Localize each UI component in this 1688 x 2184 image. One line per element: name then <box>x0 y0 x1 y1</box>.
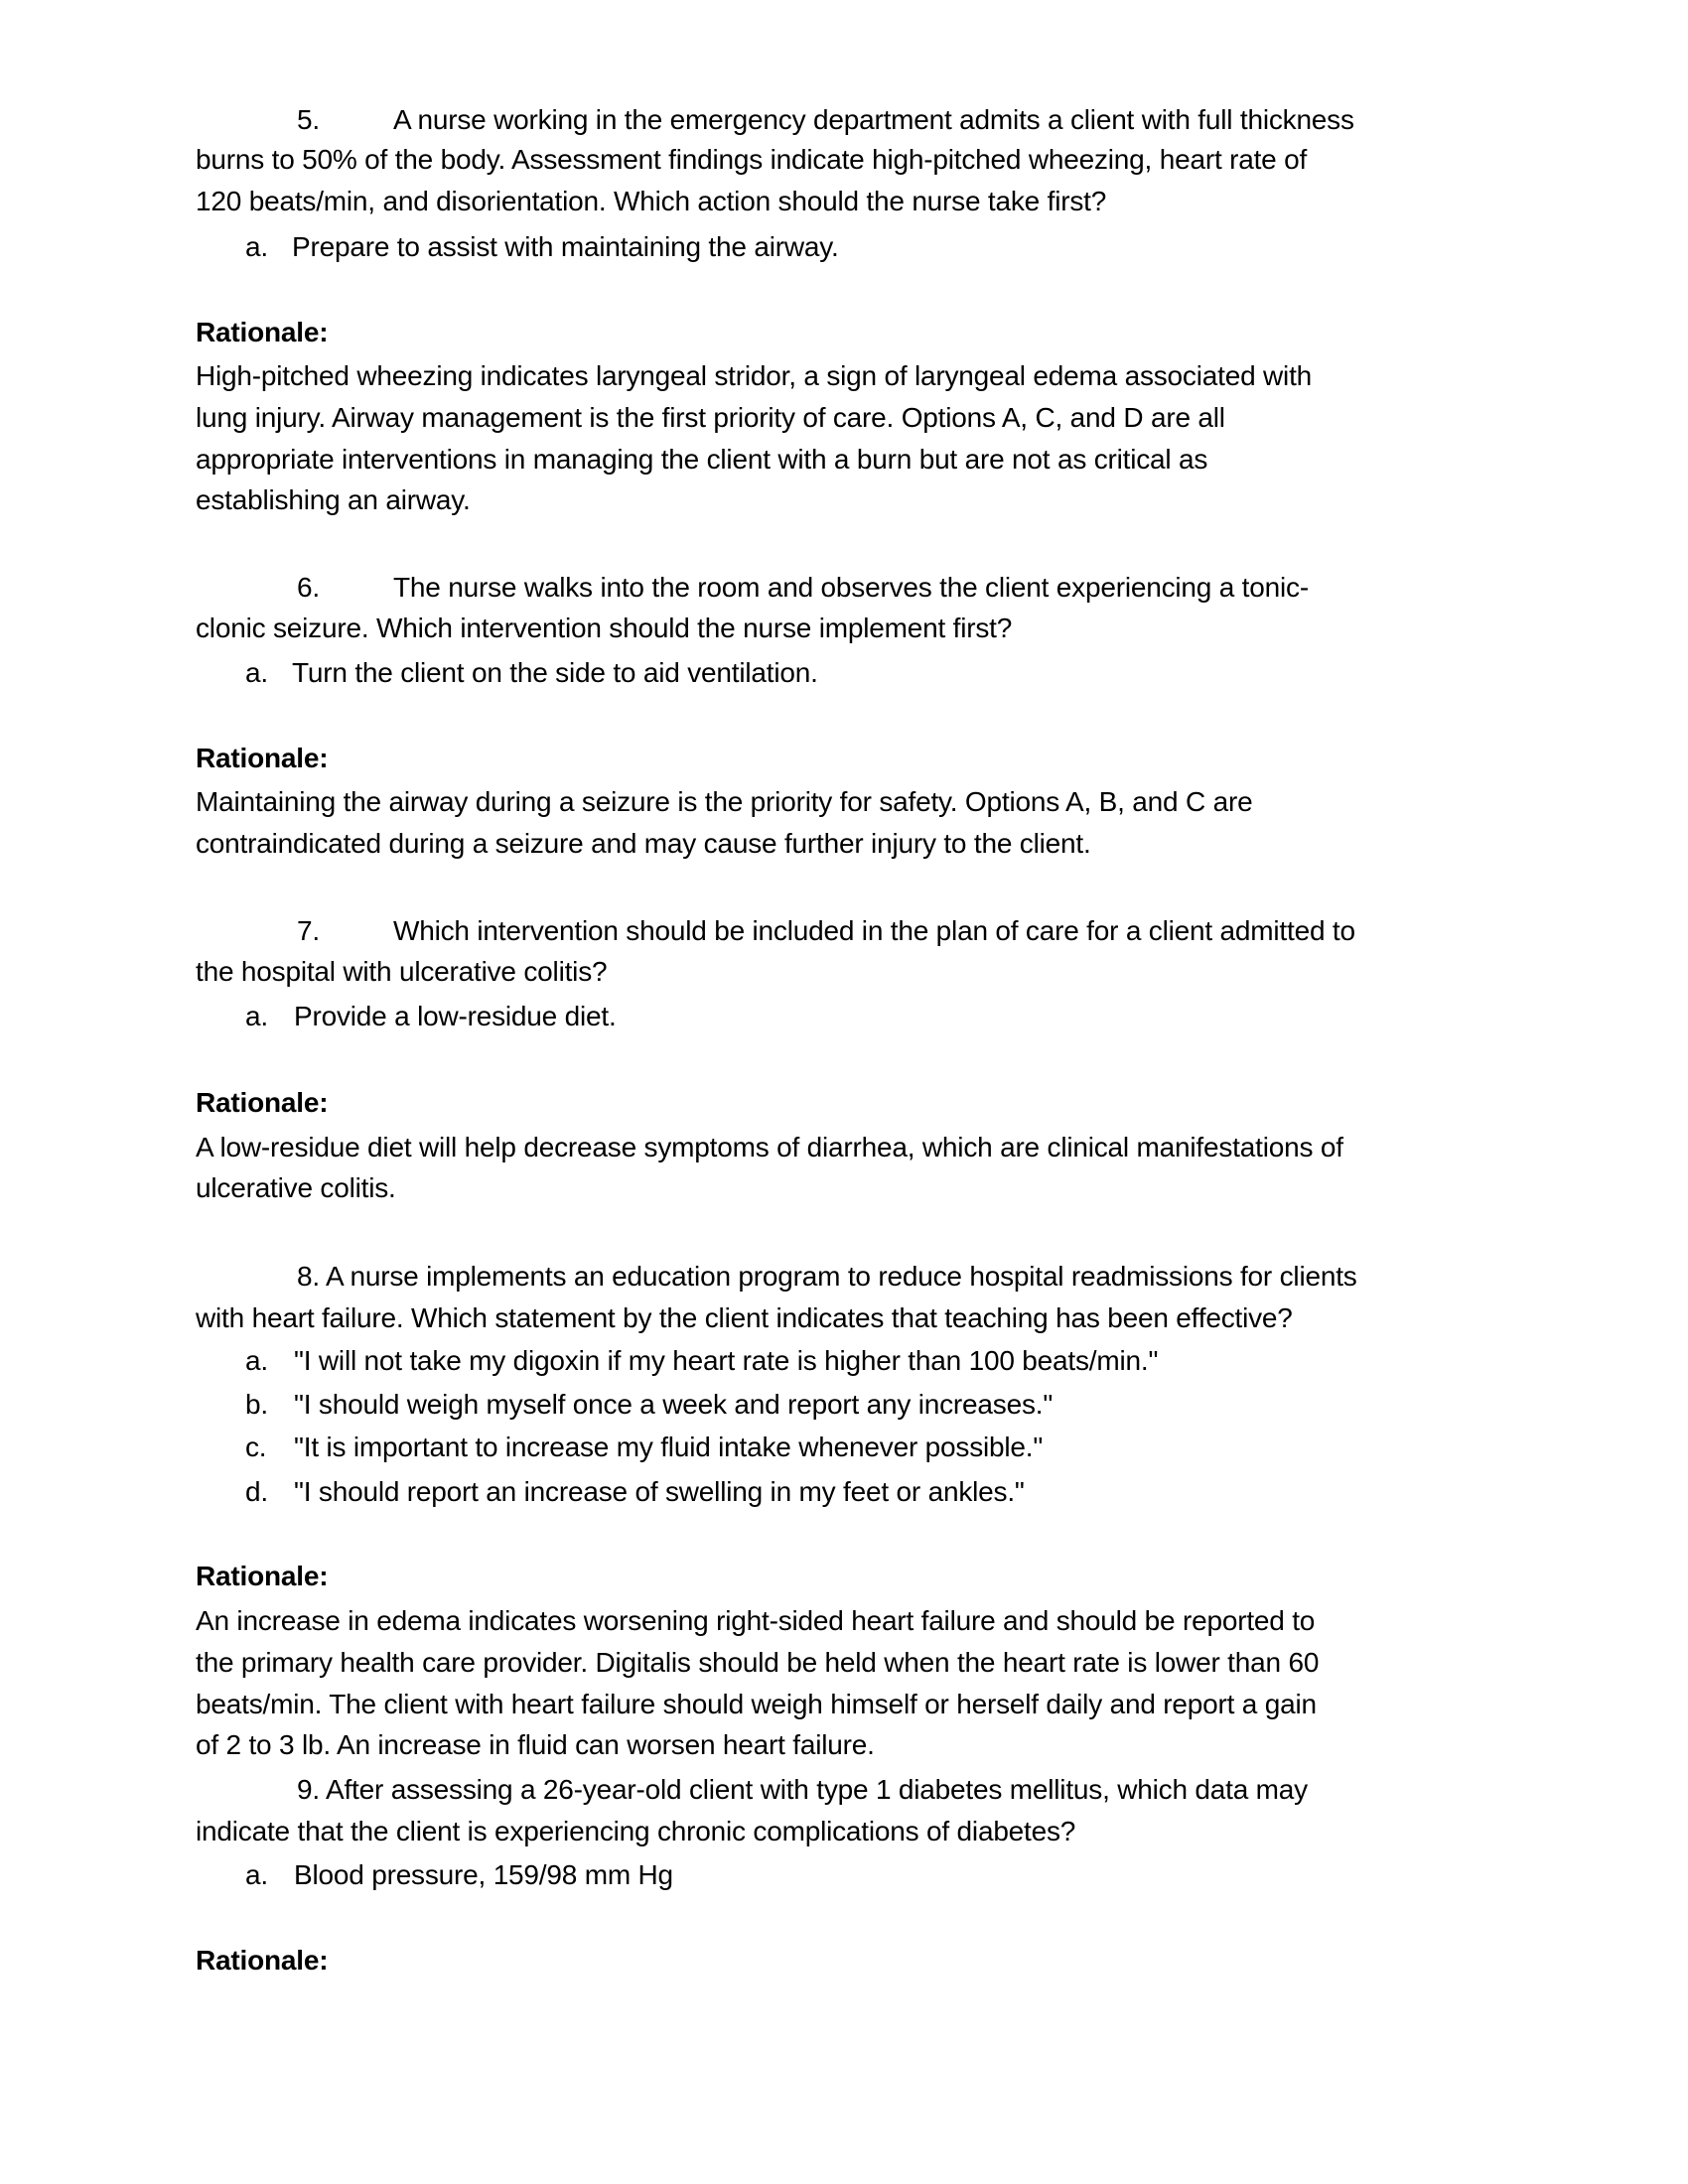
rationale-text: High-pitched wheezing indicates laryngeal stridor, a sign of laryngeal edema associated with <box>196 360 1313 391</box>
option-letter: a. <box>245 231 268 262</box>
answer-option <box>0 1388 1688 1422</box>
rationale-heading: Rationale: <box>196 743 329 773</box>
rationale-text: establishing an airway. <box>196 484 471 515</box>
rationale-text: beats/min. The client with heart failure should weigh himself or herself daily and report a gain <box>196 1689 1317 1719</box>
question-text: clonic seizure. Which intervention should the nurse implement first? <box>196 613 1013 643</box>
question-text: Which intervention should be included in the plan of care for a client admitted to <box>393 915 1355 946</box>
option-text: Provide a low-residue diet. <box>294 1001 617 1031</box>
option-text: Turn the client on the side to aid ventilation. <box>292 657 818 688</box>
rationale-text: the primary health care provider. Digitalis should be held when the heart rate is lower than 60 <box>196 1647 1320 1678</box>
option-text: Prepare to assist with maintaining the airway. <box>292 231 839 262</box>
rationale-text: lung injury. Airway management is the first priority of care. Options A, C, and D are all <box>196 402 1225 433</box>
answer-option <box>0 1858 1688 1892</box>
answer-option <box>0 656 1688 690</box>
question-text: 8. A nurse implements an education program to reduce hospital readmissions for clients <box>297 1261 1357 1292</box>
question-text: The nurse walks into the room and observes the client experiencing a tonic- <box>393 572 1309 603</box>
rationale-heading: Rationale: <box>196 317 329 347</box>
question-line <box>0 571 1688 605</box>
option-text: "I should report an increase of swelling in my feet or ankles." <box>294 1476 1025 1507</box>
answer-option <box>0 230 1688 264</box>
option-text: "I should weigh myself once a week and report any increases." <box>294 1389 1054 1420</box>
question-number: 5. <box>297 104 320 135</box>
option-letter: b. <box>245 1389 268 1420</box>
rationale-heading: Rationale: <box>196 1561 329 1591</box>
question-text: 120 beats/min, and disorientation. Which action should the nurse take first? <box>196 186 1107 216</box>
answer-option <box>0 1000 1688 1033</box>
option-text: "It is important to increase my fluid intake whenever possible." <box>294 1432 1044 1462</box>
question-text: indicate that the client is experiencing chronic complications of diabetes? <box>196 1816 1076 1846</box>
answer-option <box>0 1344 1688 1378</box>
question-text: A nurse working in the emergency department admits a client with full thickness <box>393 104 1354 135</box>
rationale-text: ulcerative colitis. <box>196 1172 396 1203</box>
rationale-text: Maintaining the airway during a seizure is the priority for safety. Options A, B, and C are <box>196 786 1253 817</box>
question-text: the hospital with ulcerative colitis? <box>196 956 608 987</box>
option-letter: d. <box>245 1476 268 1507</box>
question-line <box>0 914 1688 948</box>
question-text: with heart failure. Which statement by the client indicates that teaching has been effective? <box>196 1302 1293 1333</box>
question-text: 9. After assessing a 26-year-old client with type 1 diabetes mellitus, which data may <box>297 1774 1308 1805</box>
question-line <box>0 103 1688 137</box>
rationale-text: contraindicated during a seizure and may cause further injury to the client. <box>196 828 1091 859</box>
rationale-text: appropriate interventions in managing the client with a burn but are not as critical as <box>196 444 1208 475</box>
rationale-text: An increase in edema indicates worsening right-sided heart failure and should be reported to <box>196 1605 1316 1636</box>
option-letter: c. <box>245 1432 267 1462</box>
option-letter: a. <box>245 1001 268 1031</box>
question-text: burns to 50% of the body. Assessment findings indicate high-pitched wheezing, heart rate of <box>196 144 1308 175</box>
answer-option <box>0 1431 1688 1464</box>
question-number: 7. <box>297 915 320 946</box>
option-letter: a. <box>245 1345 268 1376</box>
rationale-text: A low-residue diet will help decrease symptoms of diarrhea, which are clinical manifestations of <box>196 1132 1343 1162</box>
rationale-heading: Rationale: <box>196 1945 329 1976</box>
rationale-heading: Rationale: <box>196 1087 329 1118</box>
option-letter: a. <box>245 657 268 688</box>
option-text: Blood pressure, 159/98 mm Hg <box>294 1859 673 1890</box>
answer-option <box>0 1475 1688 1509</box>
question-number: 6. <box>297 572 320 603</box>
option-letter: a. <box>245 1859 268 1890</box>
option-text: "I will not take my digoxin if my heart rate is higher than 100 beats/min." <box>294 1345 1159 1376</box>
rationale-text: of 2 to 3 lb. An increase in fluid can worsen heart failure. <box>196 1729 875 1760</box>
